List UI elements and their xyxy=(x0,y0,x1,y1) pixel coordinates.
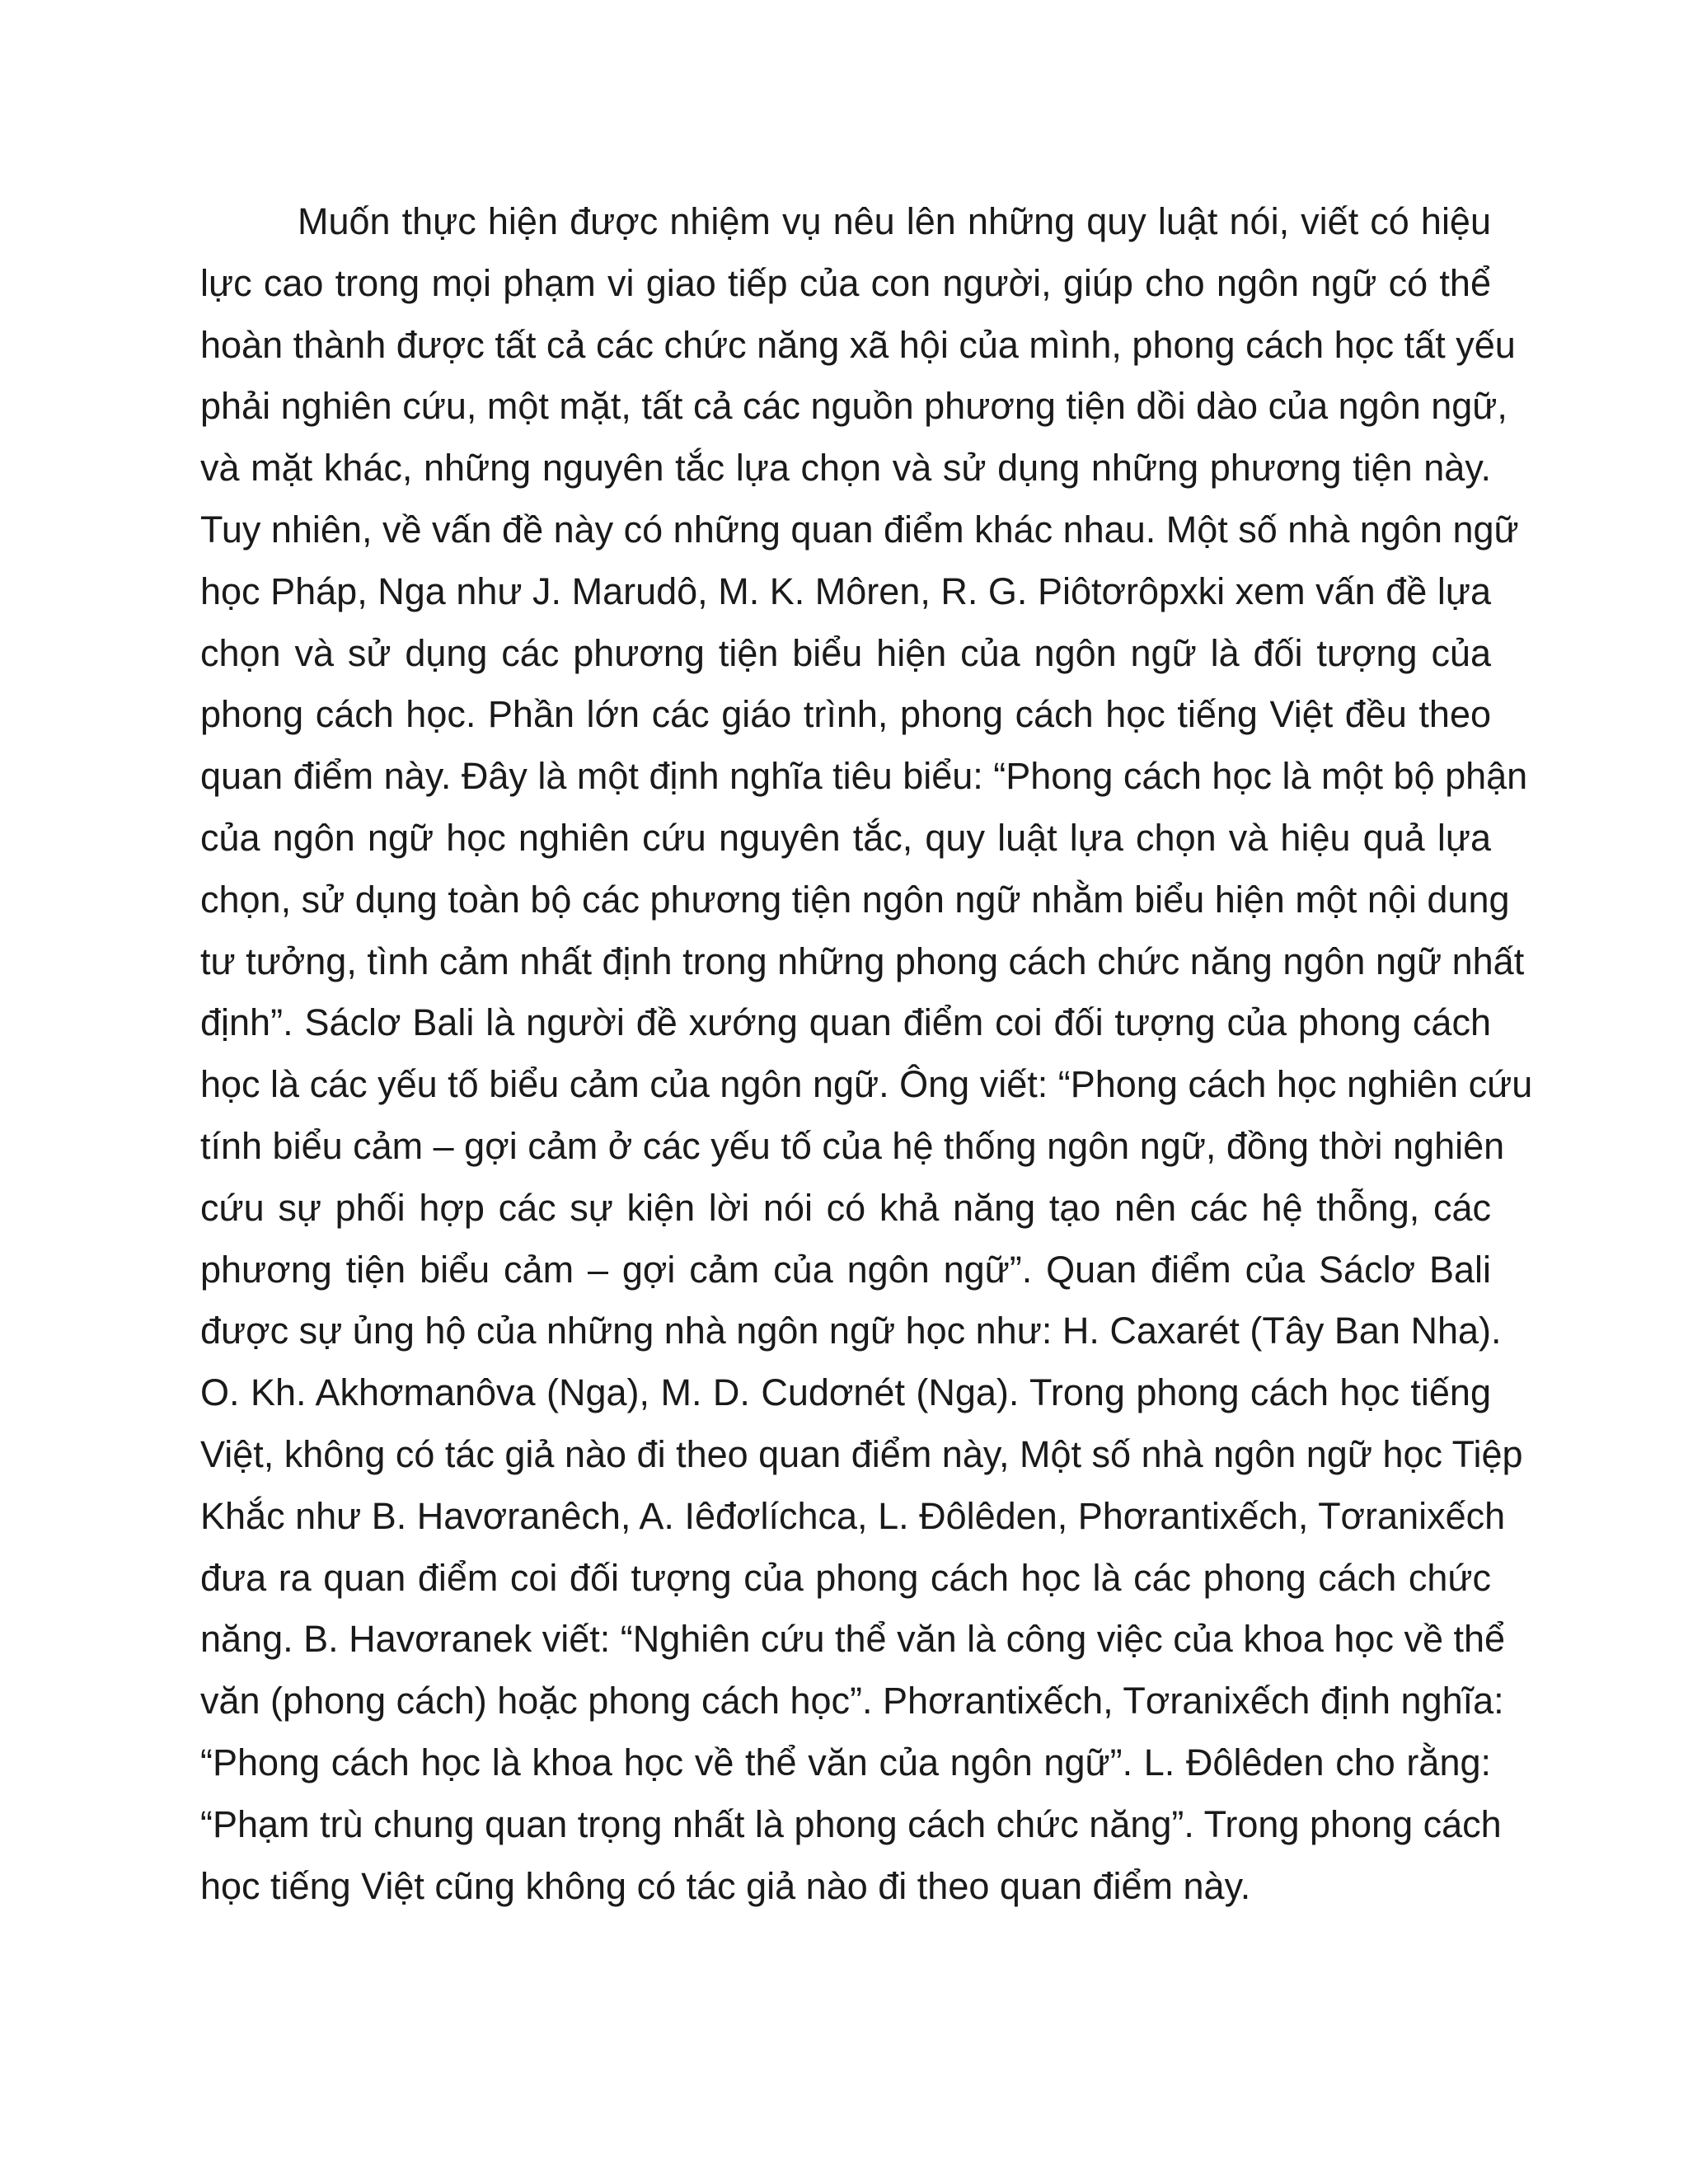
text-line: định”. Sáclơ Bali là người đề xướng quan điểm coi đối tượng của phong cách xyxy=(200,1001,1491,1044)
text-line: đưa ra quan điểm coi đối tượng của phong cách học là các phong cách chức xyxy=(200,1556,1491,1599)
body-paragraph xyxy=(200,191,1533,1917)
text-line: học là các yếu tố biểu cảm của ngôn ngữ. Ông viết: “Phong cách học nghiên cứu xyxy=(200,1063,1533,1106)
text-line: “Phong cách học là khoa học về thể văn của ngôn ngữ”. L. Đôlêden cho rằng: xyxy=(200,1741,1491,1783)
text-line: Muốn thực hiện được nhiệm vụ nêu lên những quy luật nói, viết có hiệu xyxy=(298,200,1491,242)
text-line: cứu sự phối hợp các sự kiện lời nói có khả năng tạo nên các hệ thỗng, các xyxy=(200,1186,1491,1229)
text-line: lực cao trong mọi phạm vi giao tiếp của con người, giúp cho ngôn ngữ có thể xyxy=(200,261,1491,304)
text-line: được sự ủng hộ của những nhà ngôn ngữ học như: H. Caxarét (Tây Ban Nha). xyxy=(200,1310,1502,1352)
text-line: tư tưởng, tình cảm nhất định trong những phong cách chức năng ngôn ngữ nhất xyxy=(200,940,1525,982)
text-line: học Pháp, Nga như J. Marudô, M. K. Môren, R. G. Piôtơrôpxki xem vấn đề lựa xyxy=(200,569,1491,612)
text-line: Tuy nhiên, về vấn đề này có những quan điểm khác nhau. Một số nhà ngôn ngữ xyxy=(200,508,1519,551)
text-line: Khắc như B. Havơranêch, A. Iêđơlíchca, L. Đôlêden, Phơrantixếch, Tơranixếch xyxy=(200,1494,1506,1537)
text-line: văn (phong cách) hoặc phong cách học”. Phơrantixếch, Tơranixếch định nghĩa: xyxy=(200,1680,1504,1722)
text-line: hoàn thành được tất cả các chức năng xã hội của mình, phong cách học tất yếu xyxy=(200,323,1516,366)
text-line: tính biểu cảm – gợi cảm ở các yếu tố của hệ thống ngôn ngữ, đồng thời nghiên xyxy=(200,1124,1505,1167)
text-line: O. Kh. Akhơmanôva (Nga), M. D. Cudơnét (Nga). Trong phong cách học tiếng xyxy=(200,1371,1491,1414)
text-line: Việt, không có tác giả nào đi theo quan điểm này, Một số nhà ngôn ngữ học Tiệp xyxy=(200,1432,1523,1475)
text-line: phải nghiên cứu, một mặt, tất cả các nguồn phương tiện dồi dào của ngôn ngữ, xyxy=(200,385,1507,428)
text-line: năng. B. Havơranek viết: “Nghiên cứu thể văn là công việc của khoa học về thể xyxy=(200,1618,1506,1661)
text-line: chọn, sử dụng toàn bộ các phương tiện ngôn ngữ nhằm biểu hiện một nội dung xyxy=(200,878,1510,921)
text-line: phong cách học. Phần lớn các giáo trình, phong cách học tiếng Việt đều theo xyxy=(200,693,1491,736)
text-line: “Phạm trù chung quan trọng nhất là phong cách chức năng”. Trong phong cách xyxy=(200,1802,1502,1845)
text-line: quan điểm này. Đây là một định nghĩa tiêu biểu: “Phong cách học là một bộ phận xyxy=(200,755,1528,798)
text-line: của ngôn ngữ học nghiên cứu nguyên tắc, quy luật lựa chọn và hiệu quả lựa xyxy=(200,816,1491,859)
text-line: và mặt khác, những nguyên tắc lựa chọn và sử dụng những phương tiện này. xyxy=(200,447,1491,490)
text-line: chọn và sử dụng các phương tiện biểu hiện của ngôn ngữ là đối tượng của xyxy=(200,631,1491,674)
text-line: học tiếng Việt cũng không có tác giả nào đi theo quan điểm này. xyxy=(200,1864,1251,1907)
text-line: phương tiện biểu cảm – gợi cảm của ngôn ngữ”. Quan điểm của Sáclơ Bali xyxy=(200,1248,1491,1291)
